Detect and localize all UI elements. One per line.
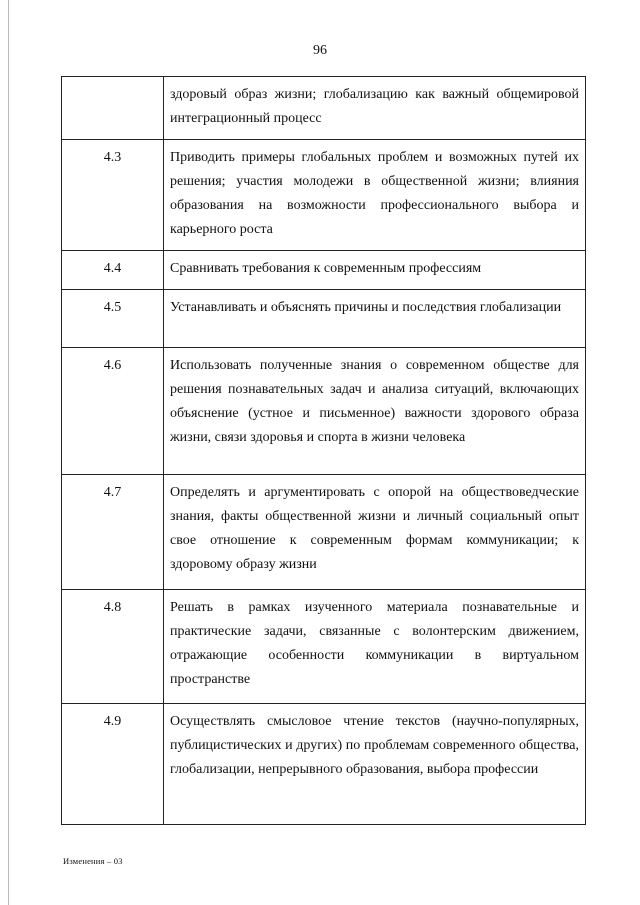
scan-edge-line (8, 0, 9, 905)
row-text: Определять и аргументировать с опорой на обществоведческие знания, факты общественной жизни и личный социальный опыт свое отношение к современным формам коммуникации; к здоровому образу жизни (164, 475, 586, 590)
row-number: 4.8 (62, 590, 164, 704)
requirements-table (61, 76, 586, 825)
row-text: Использовать полученные знания о современном обществе для решения познавательных задач и анализа ситуаций, включающих объяснение (устное и письменное) важности здорового образа жизни, связи здоровья и спорта в жизни человека (164, 348, 586, 475)
table-row (62, 77, 586, 140)
table-row (62, 704, 586, 825)
table-row (62, 590, 586, 704)
table-row (62, 348, 586, 475)
table-row (62, 140, 586, 251)
row-number: 4.3 (62, 140, 164, 251)
row-number: 4.6 (62, 348, 164, 475)
row-number: 4.7 (62, 475, 164, 590)
row-text: Осуществлять смысловое чтение текстов (научно-популярных, публицистических и других) по проблемам современного общества, глобализации, непрерывного образования, выбора профессии (164, 704, 586, 825)
row-text: Решать в рамках изученного материала познавательные и практические задачи, связанные с волонтерским движением, отражающие особенности коммуникации в виртуальном пространстве (164, 590, 586, 704)
row-text: Устанавливать и объяснять причины и последствия глобализации (164, 290, 586, 348)
row-text: Приводить примеры глобальных проблем и возможных путей их решения; участия молодежи в общественной жизни; влияния образования на возможности профессионального выбора и карьерного роста (164, 140, 586, 251)
table-row (62, 251, 586, 290)
row-number: 4.4 (62, 251, 164, 290)
row-number (62, 77, 164, 140)
row-text: Сравнивать требования к современным профессиям (164, 251, 586, 290)
footer-revision-note: Изменения – 03 (63, 856, 123, 866)
table-row (62, 475, 586, 590)
row-text: здоровый образ жизни; глобализацию как важный общемировой интеграционный процесс (164, 77, 586, 140)
row-number: 4.5 (62, 290, 164, 348)
page-number: 96 (313, 43, 327, 58)
table-row (62, 290, 586, 348)
row-number: 4.9 (62, 704, 164, 825)
